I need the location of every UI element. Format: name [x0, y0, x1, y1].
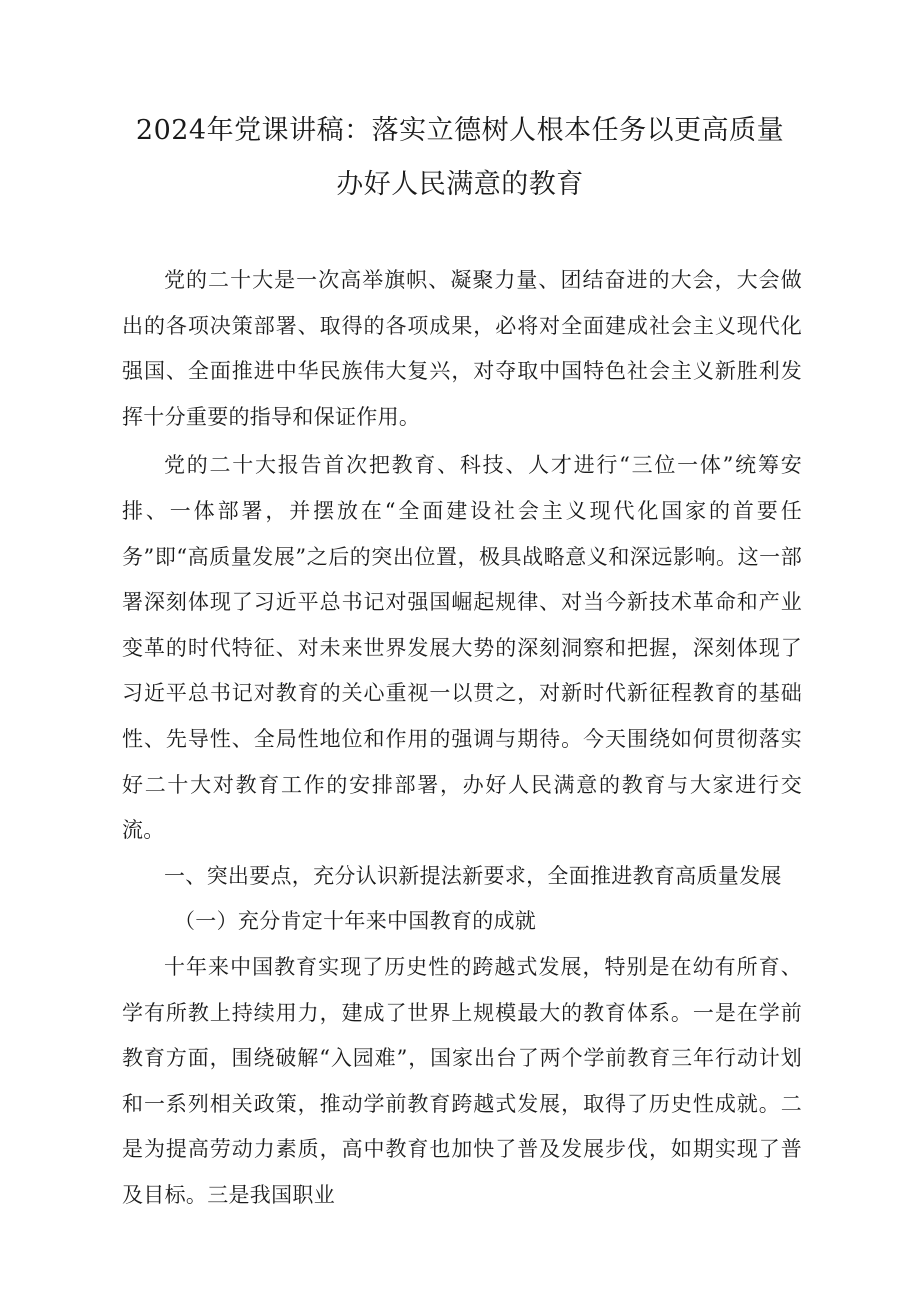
title-line-1: 2024年党课讲稿：落实立德树人根本任务以更高质量 [135, 115, 785, 146]
subsection-heading: （一）充分肯定十年来中国教育的成就 [174, 909, 537, 934]
paragraph-report: 党的二十大报告首次把教育、科技、人才进行“三位一体”统筹安排、一体部署，并摆放在“全面建设社会主义现代化国家的首要任务”即“高质量发展”之后的突出位置，极具战略意义和深远影响。这一部署深刻体现了习近平总书记对强国崛起规律、对当今新技术革命和产业变革的时代特征、对未来世界发展大势的深刻洞察和把握，深刻体现了习近平总书记对教育的关心重视一以贯之，对新时代新征程教育的基础性、先导性、全局性地位和作用的强调与期待。今天围绕如何贯彻落实好二十大对教育工作的安排部署，办好人民满意的教育与大家进行交流。 [122, 453, 802, 843]
section-heading: 一、突出要点，充分认识新提法新要求，全面推进教育高质量发展 [164, 863, 782, 888]
title-line-2: 办好人民满意的教育 [336, 169, 584, 200]
document-body [122, 258, 802, 1218]
document-title [110, 104, 810, 212]
paragraph-intro: 党的二十大是一次高举旗帜、凝聚力量、团结奋进的大会，大会做出的各项决策部署、取得的各项成果，必将对全面建成社会主义现代化强国、全面推进中华民族伟大复兴，对夺取中国特色社会主义新胜利发挥十分重要的指导和保证作用。 [122, 268, 802, 429]
paragraph-achievements: 十年来中国教育实现了历史性的跨越式发展，特别是在幼有所育、学有所教上持续用力，建成了世界上规模最大的教育体系。一是在学前教育方面，围绕破解“入园难”，国家出台了两个学前教育三年行动计划和一系列相关政策，推动学前教育跨越式发展，取得了历史性成就。二是为提高劳动力素质，高中教育也加快了普及发展步伐，如期实现了普及目标。三是我国职业 [122, 954, 802, 1207]
